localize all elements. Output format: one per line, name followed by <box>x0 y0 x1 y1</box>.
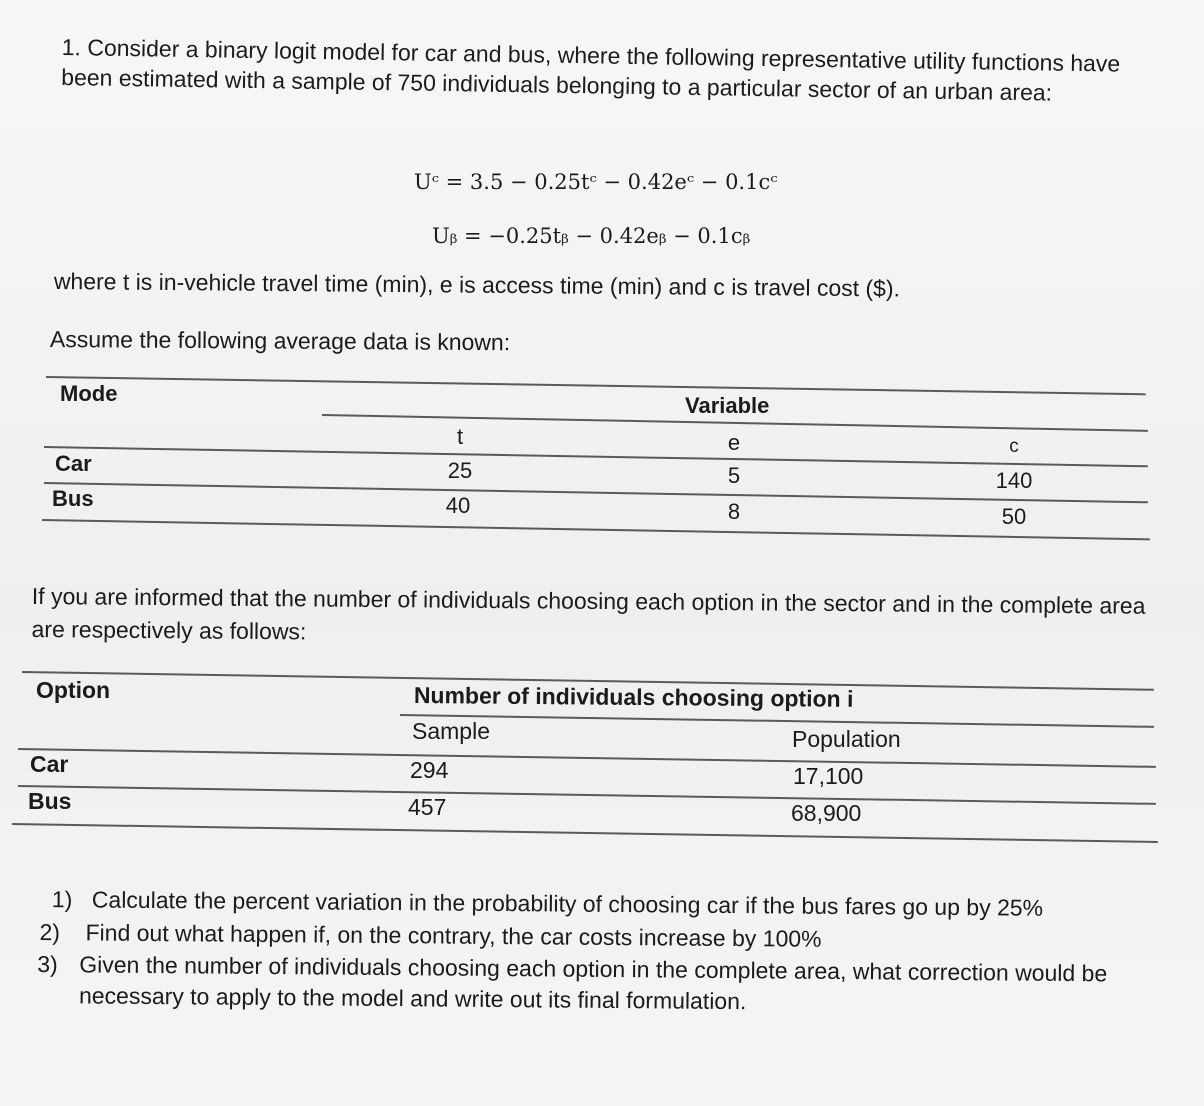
table-cell: 40 <box>445 493 471 518</box>
table-row-option: Car <box>30 751 69 777</box>
question-number: 1) <box>51 886 73 913</box>
question-number: 2) <box>39 918 61 945</box>
informed-text: If you are informed that the number of individuals choosing each option in the sector and in the complete area are respectively as follows: <box>31 582 1146 645</box>
table-cell: 457 <box>408 794 447 820</box>
table-cell: 140 <box>995 468 1033 493</box>
column-header-population: Population <box>792 726 901 752</box>
question-list <box>39 884 1180 1022</box>
group-header: Number of individuals choosing option i <box>413 682 854 712</box>
table-cell: 68,900 <box>791 800 862 826</box>
table-row-mode: Bus <box>52 486 94 511</box>
variable-header: Variable <box>685 393 770 418</box>
question-text: Calculate the percent variation in the probability of choosing car if the bus fares go up by 25% <box>91 886 1044 921</box>
table-cell: 5 <box>727 463 741 488</box>
table-cell: 25 <box>447 458 473 483</box>
table-cell: 17,100 <box>793 763 864 789</box>
utility-car-equation: Uᶜ = 3.5 − 0.25tᶜ − 0.42eᶜ − 0.1cᶜ <box>414 170 778 194</box>
table-rule <box>44 446 1148 467</box>
table-row-option: Bus <box>28 788 72 814</box>
mode-header: Mode <box>60 381 118 406</box>
variable-definitions: where t is in-vehicle travel time (min), e is access time (min) and c is travel cost ($). <box>53 268 901 302</box>
table-rule <box>44 482 1148 503</box>
question-text: Find out what happen if, on the contrary, the car costs increase by 100% <box>85 918 822 952</box>
table-cell: 50 <box>1001 504 1027 529</box>
column-header-c: c <box>1009 436 1019 457</box>
column-header-t: t <box>456 424 464 449</box>
table-rule <box>42 519 1150 540</box>
table-rule <box>18 785 1156 804</box>
table-rule <box>12 823 1158 843</box>
question-text: Given the number of individuals choosing each option in the complete area, what correction would be necessary to apply to the model and write out its final formulation. <box>78 951 1108 1014</box>
option-header: Option <box>36 677 111 703</box>
question-item <box>37 949 1179 1020</box>
problem-intro: 1. Consider a binary logit model for car and bus, where the following representative utility functions have been estimated with a sample of 750 individuals belonging to a particular sector of an urban area: <box>61 33 1121 106</box>
table-rule <box>46 376 1146 395</box>
question-number: 3) <box>37 951 58 978</box>
assume-text: Assume the following average data is known: <box>49 326 511 356</box>
table-rule <box>400 714 1154 728</box>
utility-bus-equation: Uᵦ = −0.25tᵦ − 0.42eᵦ − 0.1cᵦ <box>432 224 751 248</box>
column-header-e: e <box>727 430 741 455</box>
table-cell: 294 <box>410 757 449 783</box>
table-cell: 8 <box>727 499 741 524</box>
column-header-sample: Sample <box>412 718 490 744</box>
table-rule <box>18 748 1156 767</box>
table-row-mode: Car <box>55 451 92 476</box>
